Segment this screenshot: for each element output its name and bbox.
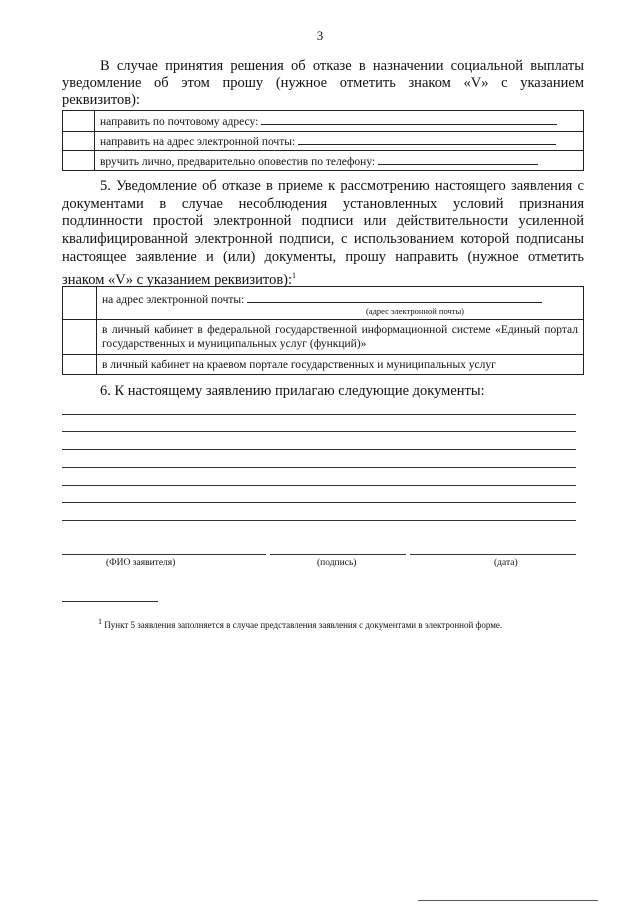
- date-line[interactable]: [410, 554, 576, 555]
- footnote-separator: [62, 601, 158, 602]
- option-s5-email: [97, 287, 584, 320]
- checkbox-postal[interactable]: [63, 111, 95, 132]
- postal-address-field[interactable]: [261, 114, 557, 125]
- applicant-name-line[interactable]: [62, 554, 266, 555]
- refusal-options-table: [62, 110, 584, 171]
- document-line[interactable]: [62, 467, 576, 468]
- document-line[interactable]: [62, 485, 576, 486]
- option-postal: [95, 111, 584, 132]
- document-line[interactable]: [62, 502, 576, 503]
- document-line[interactable]: [62, 414, 576, 415]
- signature-line[interactable]: [270, 554, 406, 555]
- option-regional-portal: в личный кабинет на краевом портале государственных и муниципальных услуг: [97, 355, 584, 375]
- applicant-name-label: (ФИО заявителя): [106, 558, 176, 568]
- option-s5-email-label: на адрес электронной почты:: [102, 293, 245, 306]
- document-line[interactable]: [62, 431, 576, 432]
- email-address-field[interactable]: [298, 134, 556, 145]
- checkbox-s5-email[interactable]: [63, 287, 97, 320]
- page-number: 3: [316, 28, 324, 43]
- date-label: (дата): [494, 558, 518, 568]
- option-email-label: направить на адрес электронной почты:: [100, 136, 296, 148]
- checkbox-federal-portal[interactable]: [63, 320, 97, 355]
- checkbox-email[interactable]: [63, 132, 95, 151]
- option-federal-portal: в личный кабинет в федеральной государственной информационной системе «Единый портал государственных и муниципальных услуг (функций)»: [97, 320, 584, 355]
- option-email: [95, 132, 584, 151]
- section-5-options-table: [62, 286, 584, 375]
- section-5-text: 5. Уведомление об отказе в приеме к рассмотрению настоящего заявления с документами в случае несоблюдения установленных условий признания подлинности простой электронной подписи или действительности усиленной квалифицированной электронной подписи, с использованием которой подписаны настоящее заявление и (или) документы, прошу направить (нужное отметить знаком «V» с указанием реквизитов):: [62, 178, 584, 288]
- option-in-person: [95, 151, 584, 171]
- email-hint: (адрес электронной почты): [365, 305, 465, 316]
- s5-email-field[interactable]: [247, 292, 542, 303]
- section-6-heading: 6. К настоящему заявлению прилагаю следующие документы:: [100, 383, 485, 399]
- footnote: [62, 615, 582, 632]
- checkbox-regional-portal[interactable]: [63, 355, 97, 375]
- section-5-paragraph: [62, 178, 584, 289]
- footnote-mark: 1: [98, 617, 102, 626]
- option-in-person-label: вручить лично, предварительно оповестив по телефону:: [100, 155, 376, 168]
- refusal-intro: В случае принятия решения об отказе в назначении социальной выплаты уведомление об этом прошу (нужное отметить знаком «V» с указанием реквизитов):: [62, 58, 584, 108]
- scan-edge-line: [418, 900, 598, 901]
- signature-label: (подпись): [317, 558, 357, 568]
- footnote-text: Пункт 5 заявления заполняется в случае представления заявления с документами в электронной форме.: [104, 620, 503, 630]
- document-line[interactable]: [62, 449, 576, 450]
- footnote-ref: 1: [292, 270, 297, 280]
- phone-field[interactable]: [378, 154, 538, 165]
- option-postal-label: направить по почтовому адресу:: [100, 116, 259, 128]
- checkbox-in-person[interactable]: [63, 151, 95, 171]
- document-line[interactable]: [62, 520, 576, 521]
